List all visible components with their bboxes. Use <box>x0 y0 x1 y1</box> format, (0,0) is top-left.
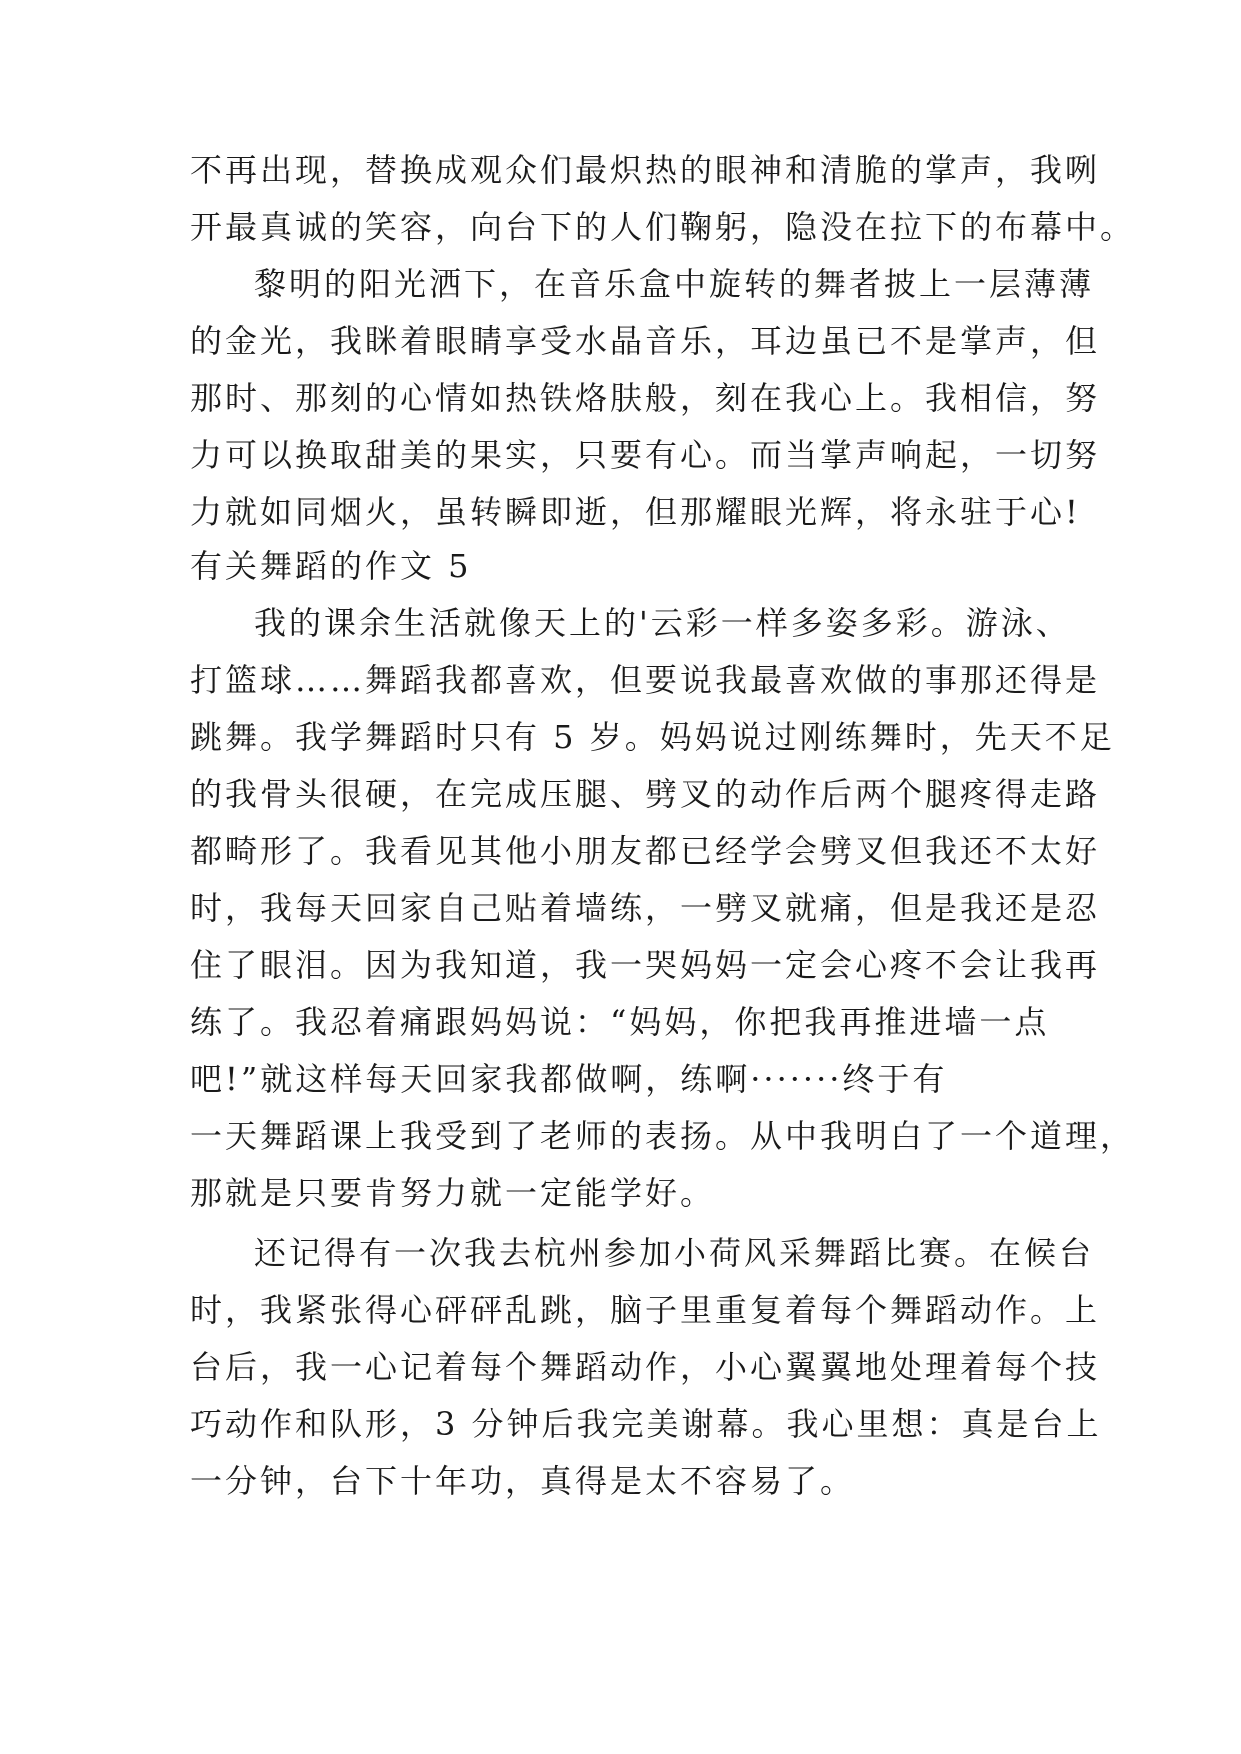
text-line: 不再出现，替换成观众们最炽热的眼神和清脆的掌声，我咧 <box>190 151 1101 189</box>
text-line: 巧动作和队形，3 分钟后我完美谢幕。我心里想：真是台上 <box>190 1405 1102 1443</box>
paragraph-start-line: 黎明的阳光洒下，在音乐盒中旋转的舞者披上一层薄薄 <box>254 265 1095 303</box>
text-line: 时，我每天回家自己贴着墙练，一劈叉就痛，但是我还是忍 <box>190 889 1101 927</box>
section-heading: 有关舞蹈的作文 5 <box>190 547 472 585</box>
text-line: 时，我紧张得心砰砰乱跳，脑子里重复着每个舞蹈动作。上 <box>190 1291 1101 1329</box>
text-line: 住了眼泪。因为我知道，我一哭妈妈一定会心疼不会让我再 <box>190 946 1101 984</box>
text-line: 吧!”就这样每天回家我都做啊，练啊·······终于有 <box>190 1060 948 1098</box>
text-line: 都畸形了。我看见其他小朋友都已经学会劈叉但我还不太好 <box>190 832 1101 870</box>
text-line: 练了。我忍着痛跟妈妈说：“妈妈，你把我再推进墙一点 <box>190 1003 1050 1041</box>
text-line: 那就是只要肯努力就一定能学好。 <box>190 1174 716 1212</box>
paragraph-start-line: 还记得有一次我去杭州参加小荷风采舞蹈比赛。在候台 <box>254 1234 1095 1272</box>
text-line: 开最真诚的笑容，向台下的人们鞠躬，隐没在拉下的布幕中。 <box>190 208 1136 246</box>
text-line: 力就如同烟火，虽转瞬即逝，但那耀眼光辉，将永驻于心! <box>190 493 1081 531</box>
text-line: 一分钟，台下十年功，真得是太不容易了。 <box>190 1462 856 1500</box>
paragraph-start-line: 我的课余生活就像天上的'云彩一样多姿多彩。游泳、 <box>254 604 1071 642</box>
text-line: 那时、那刻的心情如热铁烙肤般，刻在我心上。我相信，努 <box>190 379 1101 417</box>
text-line: 力可以换取甜美的果实，只要有心。而当掌声响起，一切努 <box>190 436 1101 474</box>
text-line: 台后，我一心记着每个舞蹈动作，小心翼翼地处理着每个技 <box>190 1348 1101 1386</box>
text-line: 一天舞蹈课上我受到了老师的表扬。从中我明白了一个道理， <box>190 1117 1136 1155</box>
text-line: 的金光，我眯着眼睛享受水晶音乐，耳边虽已不是掌声，但 <box>190 322 1101 360</box>
text-line: 的我骨头很硬，在完成压腿、劈叉的动作后两个腿疼得走路 <box>190 775 1101 813</box>
text-line: 打篮球……舞蹈我都喜欢，但要说我最喜欢做的事那还得是 <box>190 661 1101 699</box>
text-line: 跳舞。我学舞蹈时只有 5 岁。妈妈说过刚练舞时，先天不足 <box>190 718 1115 756</box>
